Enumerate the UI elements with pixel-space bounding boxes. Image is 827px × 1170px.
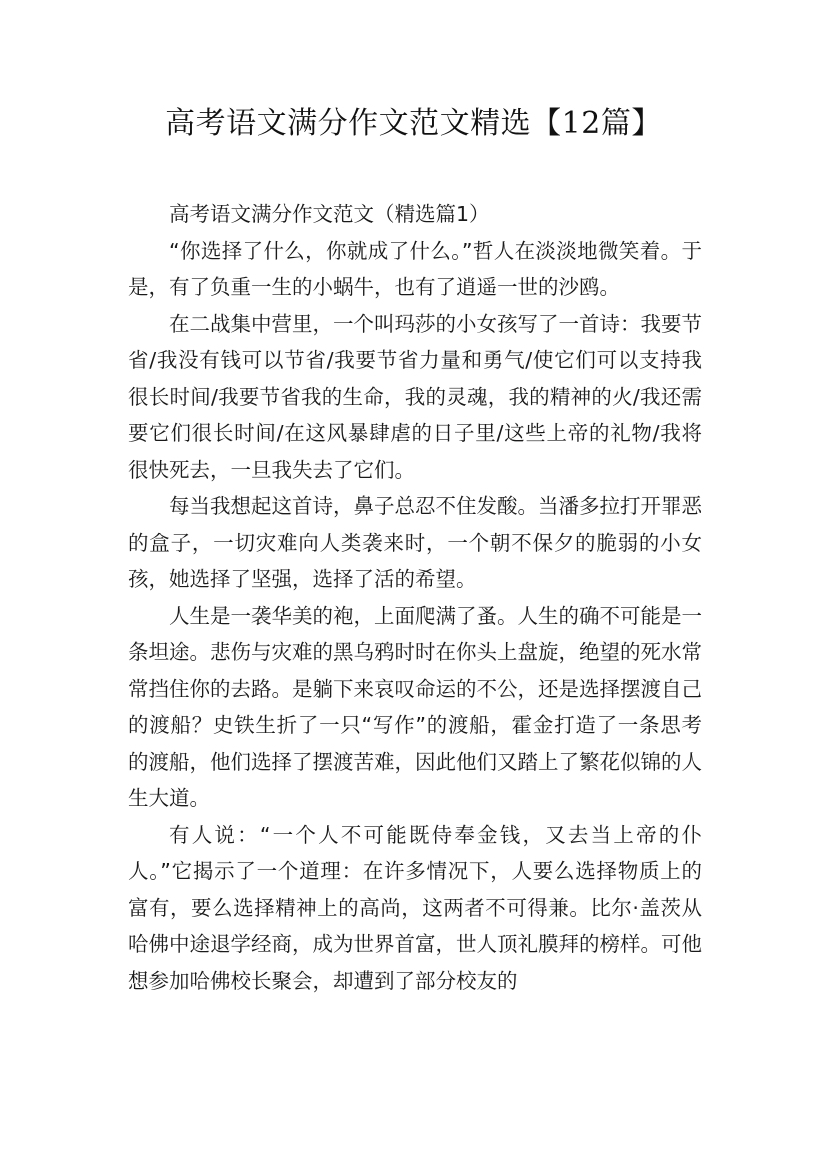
paragraph-5: 有人说：“一个人不可能既侍奉金钱，又去当上帝的仆人。”它揭示了一个道理：在许多情况下，人要么选择物质上的富有，要么选择精神上的高尚，这两者不可得兼。比尔·盖茨从哈佛中途退学经商，成为世界首富，世人顶礼膜拜的榜样。可他想参加哈佛校长聚会，却遭到了部分校友的 (128, 822, 702, 993)
document-title: 高考语文满分作文范文精选【12篇】 (165, 106, 662, 141)
document-body (128, 196, 702, 999)
paragraph-3: 每当我想起这首诗，鼻子总忍不住发酸。当潘多拉打开罪恶的盒子，一切灾难向人类袭来时，一个朝不保夕的脆弱的小女孩，她选择了坚强，选择了活的希望。 (128, 494, 702, 591)
paragraph-4: 人生是一袭华美的袍，上面爬满了蚤。人生的确不可能是一条坦途。悲伤与灾难的黑乌鸦时时在你头上盘旋，绝望的死水常常挡住你的去路。是躺下来哀叹命运的不公，还是选择摆渡自己的渡船？史铁生折了一只“写作”的渡船，霍金打造了一条思考的渡船，他们选择了摆渡苦难，因此他们又踏上了繁花似锦的人生大道。 (128, 603, 702, 810)
section-heading: 高考语文满分作文范文（精选篇1） (169, 202, 490, 226)
paragraph-2: 在二战集中营里，一个叫玛莎的小女孩写了一首诗：我要节省/我没有钱可以节省/我要节省力量和勇气/使它们可以支持我很长时间/我要节省我的生命，我的灵魂，我的精神的火/我还需要它们很长时间/在这风暴肆虐的日子里/这些上帝的礼物/我将很快死去，一旦我失去了它们。 (128, 311, 702, 482)
paragraph-1: “你选择了什么，你就成了什么。”哲人在淡淡地微笑着。于是，有了负重一生的小蜗牛，也有了逍遥一世的沙鸥。 (128, 238, 702, 299)
